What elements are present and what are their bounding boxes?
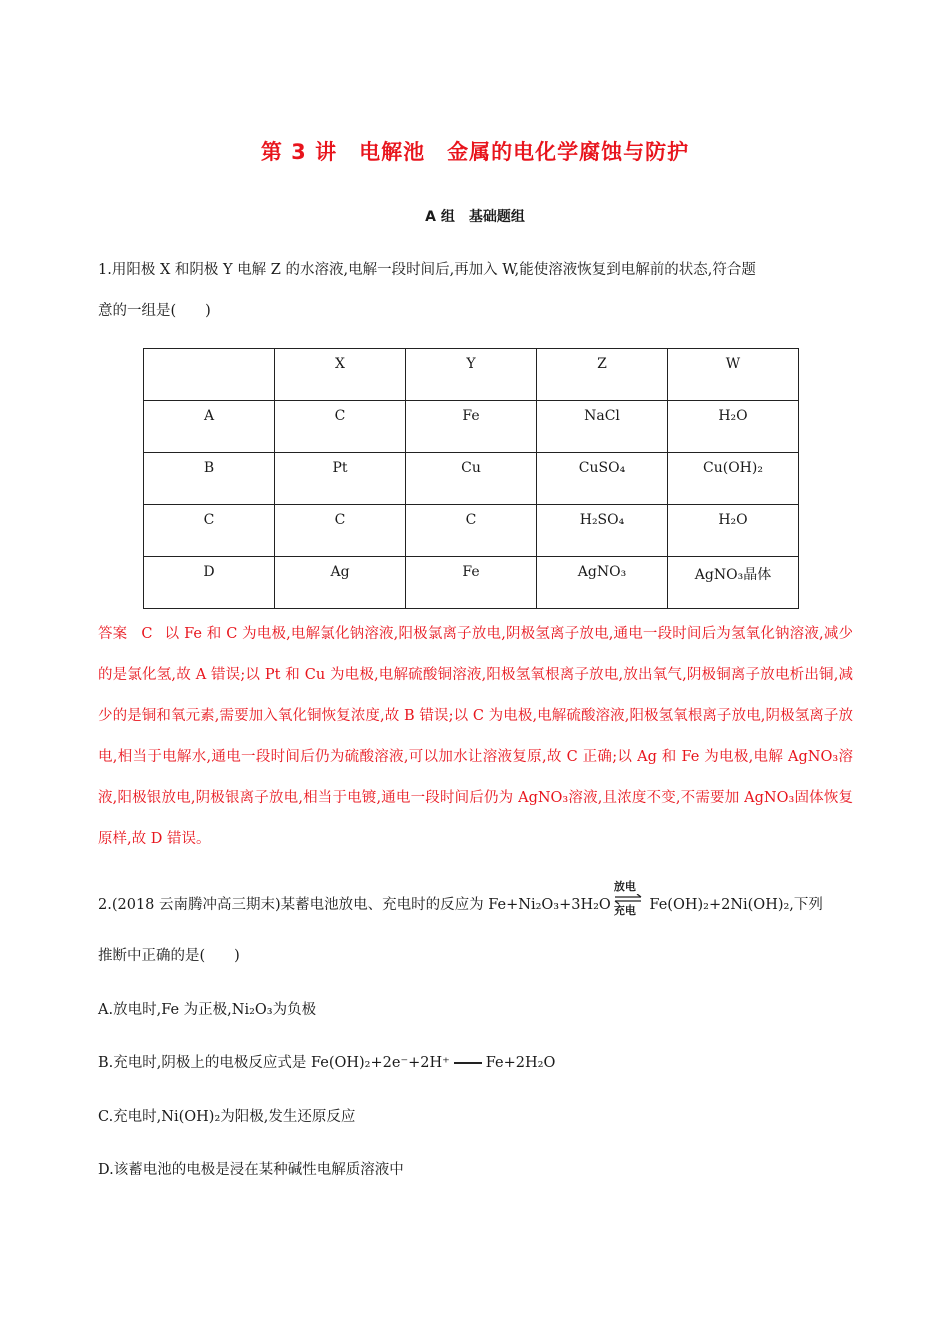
table-cell: Fe xyxy=(406,557,537,609)
table-cell: H₂O xyxy=(668,401,799,453)
table-header-cell: Y xyxy=(406,349,537,401)
table-cell: A xyxy=(144,401,275,453)
option-b-text: B.充电时,阴极上的电极反应式是 Fe(OH)₂+2e⁻+2H⁺ xyxy=(98,1055,450,1071)
table-cell: Cu(OH)₂ xyxy=(668,453,799,505)
table-cell: CuSO₄ xyxy=(537,453,668,505)
question-2-stem-line-2: 推断中正确的是( ) xyxy=(98,948,240,964)
table-cell: D xyxy=(144,557,275,609)
answer-choice: C xyxy=(141,626,153,642)
table-row xyxy=(144,401,799,453)
table-cell: C xyxy=(275,505,406,557)
table-cell: C xyxy=(406,505,537,557)
arrow-label-charge: 充电 xyxy=(613,904,636,917)
answer-label: 答案 xyxy=(98,626,128,642)
group-title: A 组 基础题组 xyxy=(425,209,525,225)
table-cell: C xyxy=(144,505,275,557)
answer-text: 以 Fe 和 C 为电极,电解氯化钠溶液,阳极氯离子放电,阴极氢离子放电,通电一段时间后为氢氧化钠溶液,减少的是氯化氢,故 A 错误;以 Pt 和 Cu 为电极,电解硫酸铜溶液,阳极氢氧根离子放电,放出氧气,阴极铜离子放电析出铜,减少的是铜和氧元素,需要加入氧化铜恢复浓度,故 B 错误;以 C 为电极,电解硫酸溶液,阳极氢氧根离子放电,阴极氢离子放电,相当于电解水,通电一段时间后仍为硫酸溶液,可以加水让溶液复原,故 C 正确;以 Ag 和 Fe 为电极,电解 AgNO₃溶液,阳极银放电,阴极银离子放电,相当于电镀,通电一段时间后仍为 AgNO₃溶液,且浓度不变,不需要加 AgNO₃固体恢复原样,故 D 错误。 xyxy=(98,626,854,847)
table-cell: B xyxy=(144,453,275,505)
reaction-products: Fe(OH)₂+2Ni(OH)₂,下列 xyxy=(644,897,823,913)
table-cell: H₂O xyxy=(668,505,799,557)
answer-explanation xyxy=(98,614,853,860)
question-1-stem-line-1: 1.用阳极 X 和阴极 Y 电解 Z 的水溶液,电解一段时间后,再加入 W,能使溶液恢复到电解前的状态,符合题 xyxy=(98,262,756,278)
page-title: 第 3 讲 电解池 金属的电化学腐蚀与防护 xyxy=(260,140,690,164)
table-cell: NaCl xyxy=(537,401,668,453)
equals-bar xyxy=(454,1062,482,1064)
arrow-label-discharge: 放电 xyxy=(613,880,636,893)
option-b-product: Fe+2H₂O xyxy=(485,1055,556,1071)
table-header-cell: X xyxy=(275,349,406,401)
table-row xyxy=(144,505,799,557)
table-cell: Ag xyxy=(275,557,406,609)
option-d: D.该蓄电池的电极是浸在某种碱性电解质溶液中 xyxy=(98,1162,404,1178)
electrolysis-options-table xyxy=(143,348,799,609)
table-cell: AgNO₃ xyxy=(537,557,668,609)
option-a: A.放电时,Fe 为正极,Ni₂O₃为负极 xyxy=(98,1002,317,1018)
table-header-cell: Z xyxy=(537,349,668,401)
reaction-reactants: 2.(2018 云南腾冲高三期末)某蓄电池放电、充电时的反应为 Fe+Ni₂O₃+3H₂O xyxy=(98,897,611,913)
table-header-row xyxy=(144,349,799,401)
table-row xyxy=(144,453,799,505)
option-b xyxy=(98,1051,555,1072)
table-header-cell: W xyxy=(668,349,799,401)
table-cell: C xyxy=(275,401,406,453)
option-c: C.充电时,Ni(OH)₂为阳极,发生还原反应 xyxy=(98,1109,356,1125)
question-2-stem-line-1 xyxy=(98,880,823,917)
table-cell: Cu xyxy=(406,453,537,505)
table-cell: Pt xyxy=(275,453,406,505)
table-header-cell xyxy=(144,349,275,401)
reversible-arrow xyxy=(613,880,643,917)
table-row xyxy=(144,557,799,609)
table-cell: H₂SO₄ xyxy=(537,505,668,557)
question-1-stem-line-2: 意的一组是( ) xyxy=(98,303,211,319)
table-cell: Fe xyxy=(406,401,537,453)
table-cell: AgNO₃晶体 xyxy=(668,557,799,609)
